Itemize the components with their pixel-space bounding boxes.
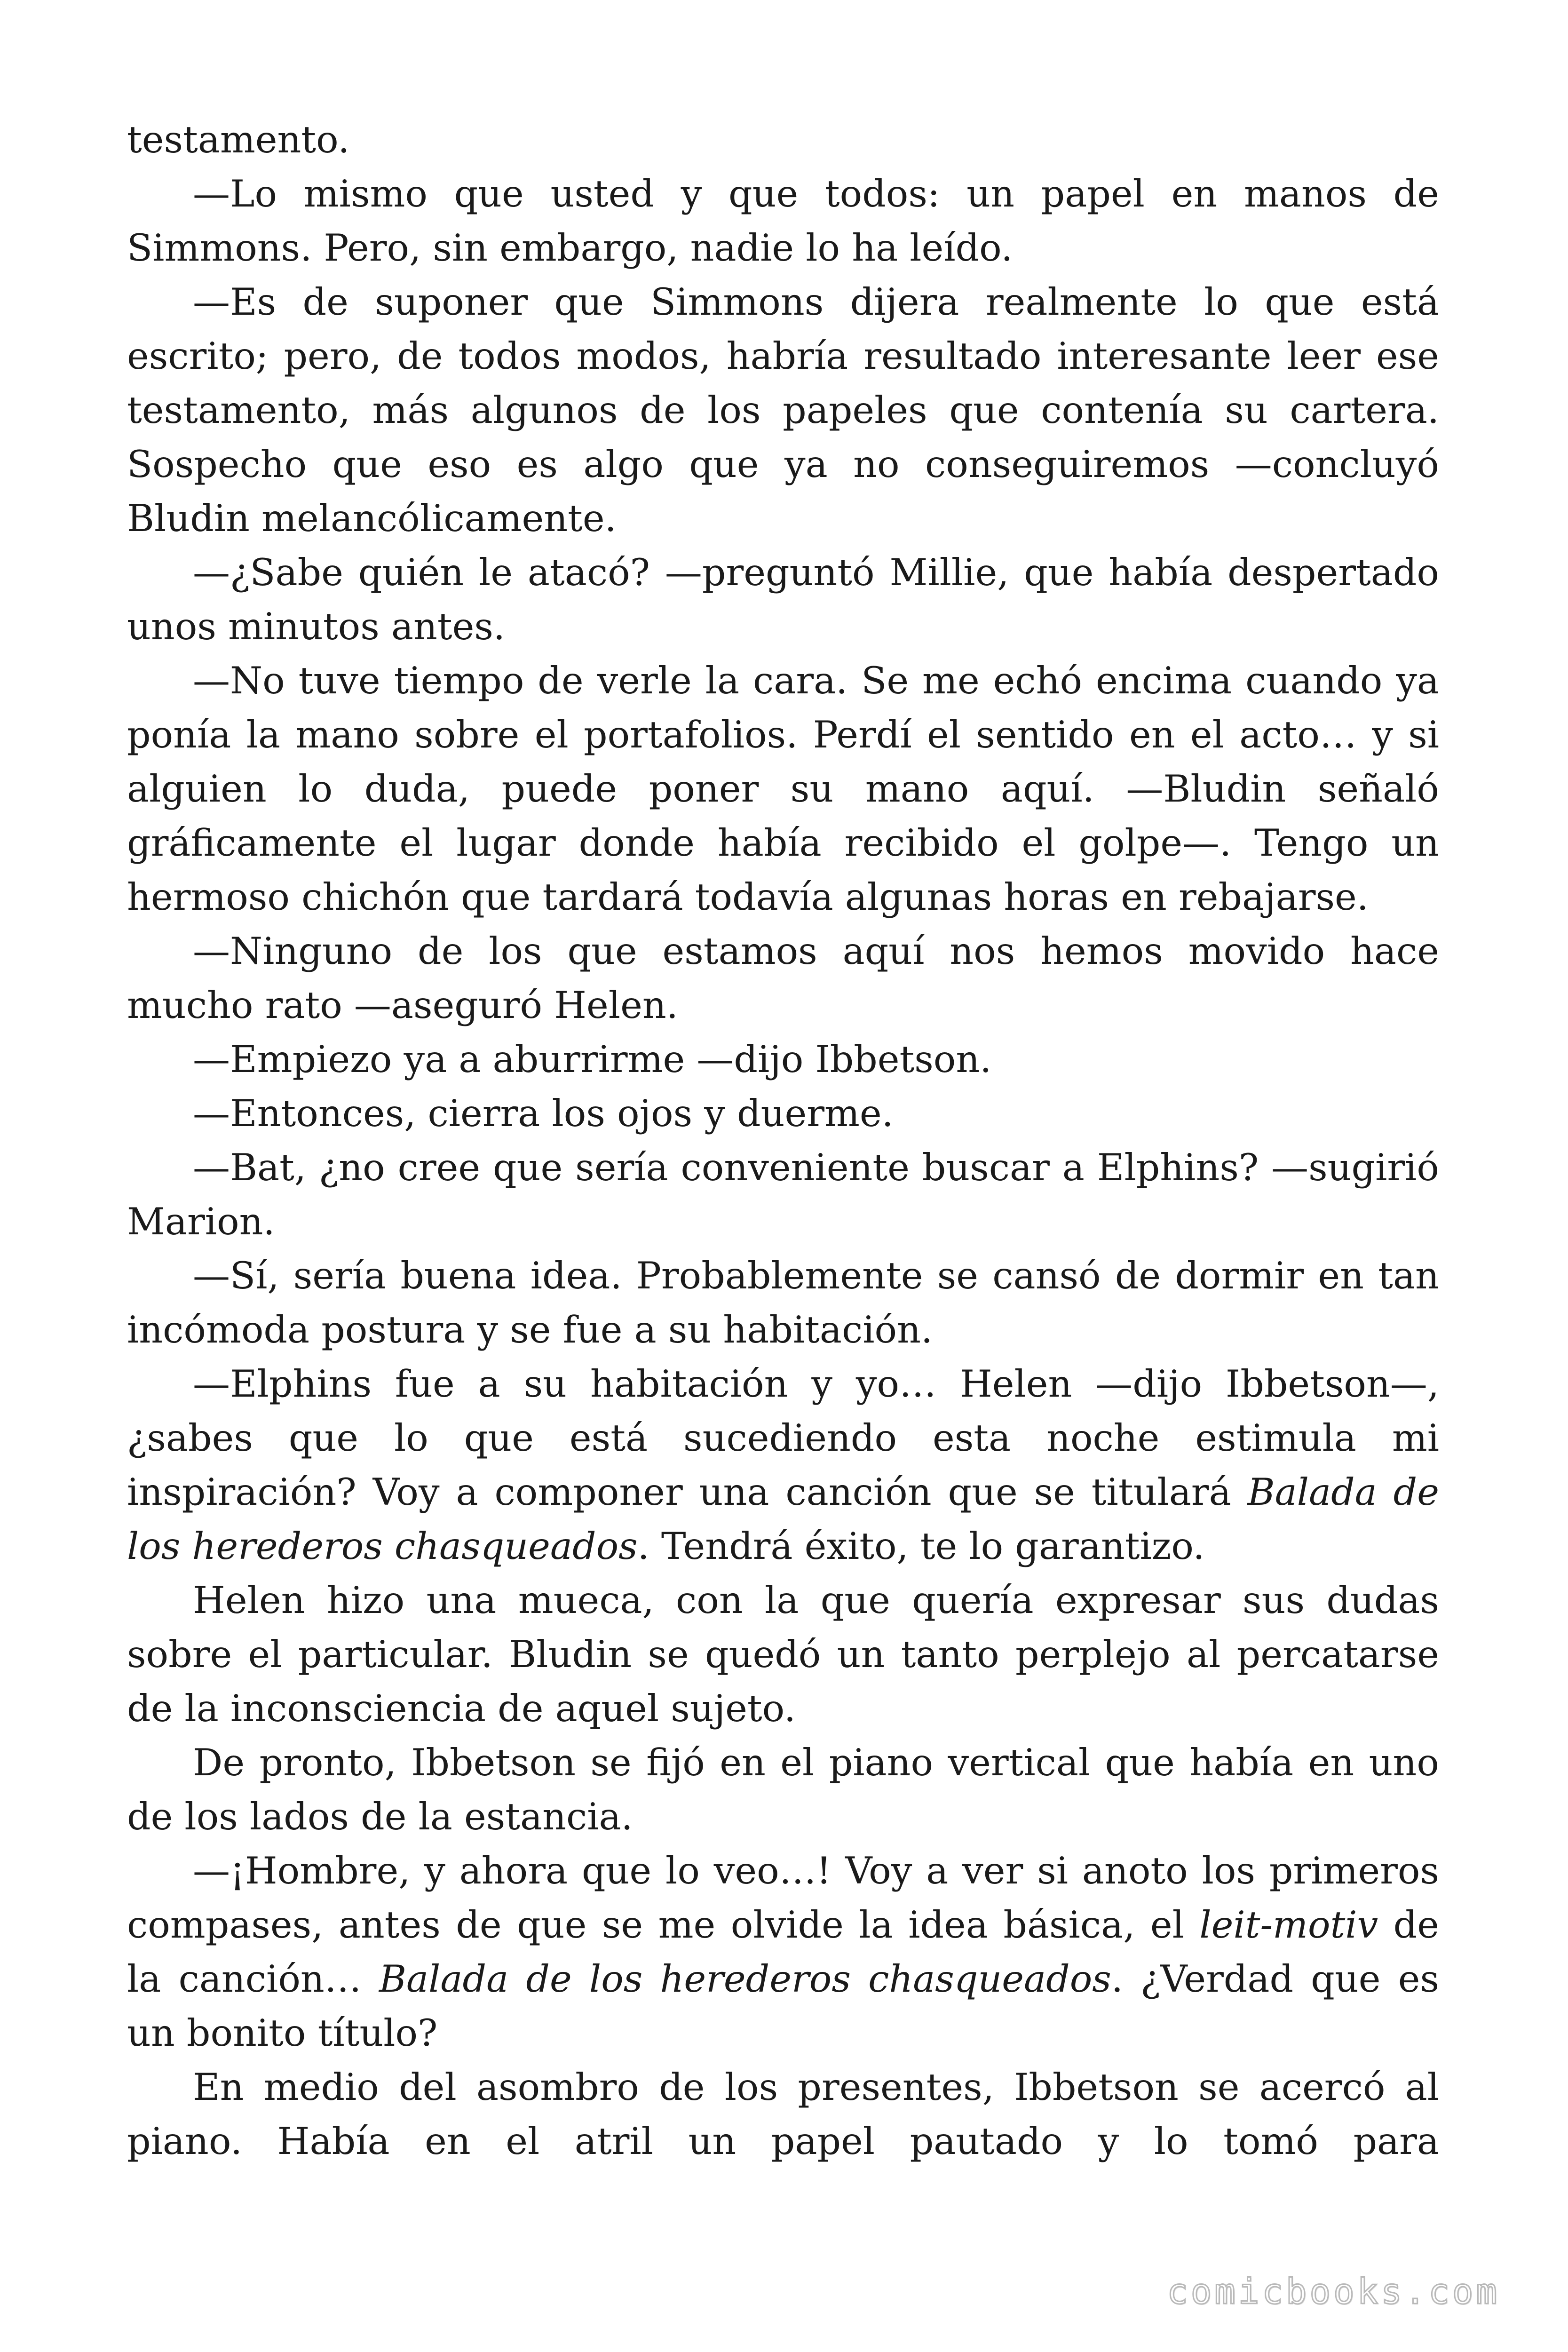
paragraph-text: —¡Hombre, y ahora que lo veo…! Voy a ver si anoto los primeros compases, antes de que se me olvide la idea básica, el — [127, 1849, 1439, 1947]
paragraph-text: testamento. — [127, 118, 350, 161]
paragraph-text: —Elphins fue a su habitación y yo… Helen —dijo Ibbetson—, ¿sabes que lo que está sucediendo esta noche estimula mi inspiración? Voy a componer una canción que se titulará — [127, 1362, 1439, 1514]
italic-title-text: Balada de los herederos chasqueados — [127, 1470, 1439, 1568]
paragraph-text: —Ninguno de los que estamos aquí nos hemos movido hace mucho rato —aseguró Helen. — [127, 930, 1439, 1027]
paragraph-text: Helen hizo una mueca, con la que quería expresar sus dudas sobre el particular. Bludin se quedó un tanto perplejo al percatarse de la inconsciencia de aquel sujeto. — [127, 1579, 1439, 1730]
paragraph — [127, 924, 1439, 1033]
paragraph — [127, 1249, 1439, 1357]
paragraph — [127, 1573, 1439, 1736]
paragraph-text: En medio del asombro de los presentes, Ibbetson se acercó al piano. Había en el atril un papel pautado y lo tomó para — [127, 2066, 1439, 2163]
paragraph-text: —Entonces, cierra los ojos y duerme. — [193, 1092, 894, 1135]
paragraph-text: —Bat, ¿no cree que sería conveniente buscar a Elphins? —sugirió Marion. — [127, 1146, 1439, 1243]
paragraph — [127, 113, 1439, 167]
paragraph — [127, 275, 1439, 546]
paragraph-text: de la canción… — [127, 1903, 1439, 2001]
paragraph — [127, 1087, 1439, 1141]
paragraph — [127, 546, 1439, 654]
paragraph — [127, 167, 1439, 275]
paragraph — [127, 654, 1439, 924]
paragraph-text: —¿Sabe quién le atacó? —preguntó Millie, que había despertado unos minutos antes. — [127, 551, 1439, 648]
paragraph-text: —No tuve tiempo de verle la cara. Se me echó encima cuando ya ponía la mano sobre el portafolios. Perdí el sentido en el acto… y si alguien lo duda, puede poner su mano aquí. —Bludin señaló gráficamente el lugar donde había recibido el golpe—. Tengo un hermoso chichón que tardará todavía algunas horas en rebajarse. — [127, 659, 1439, 919]
paragraph-text: . ¿Verdad que es un bonito título? — [127, 1957, 1440, 2055]
paragraph — [127, 2060, 1439, 2169]
paragraph-text: —Es de suponer que Simmons dijera realmente lo que está escrito; pero, de todos modos, habría resultado interesante leer ese testamento, más algunos de los papeles que contenía su cartera. Sospecho que eso es algo que ya no conseguiremos —concluyó Bludin melancólicamente. — [127, 280, 1439, 540]
paragraph — [127, 1736, 1439, 1844]
page-body — [127, 113, 1439, 2169]
paragraph-text: —Empiezo ya a aburrirme —dijo Ibbetson. — [193, 1038, 992, 1081]
italic-title-text: leit-motiv — [1199, 1903, 1378, 1947]
paragraph-text: De pronto, Ibbetson se fijó en el piano vertical que había en uno de los lados de la estancia. — [127, 1741, 1439, 1838]
site-watermark: comicbooks.com — [1167, 2272, 1500, 2312]
paragraph-text: —Lo mismo que usted y que todos: un papel en manos de Simmons. Pero, sin embargo, nadie lo ha leído. — [127, 172, 1439, 270]
italic-title-text: Balada de los herederos chasqueados — [379, 1957, 1111, 2001]
paragraph — [127, 1844, 1439, 2060]
paragraph-text: . Tendrá éxito, te lo garantizo. — [637, 1525, 1205, 1568]
paragraph — [127, 1357, 1439, 1573]
paragraph — [127, 1033, 1439, 1087]
paragraph — [127, 1141, 1439, 1249]
paragraph-text: —Sí, sería buena idea. Probablemente se cansó de dormir en tan incómoda postura y se fue a su habitación. — [127, 1254, 1439, 1351]
